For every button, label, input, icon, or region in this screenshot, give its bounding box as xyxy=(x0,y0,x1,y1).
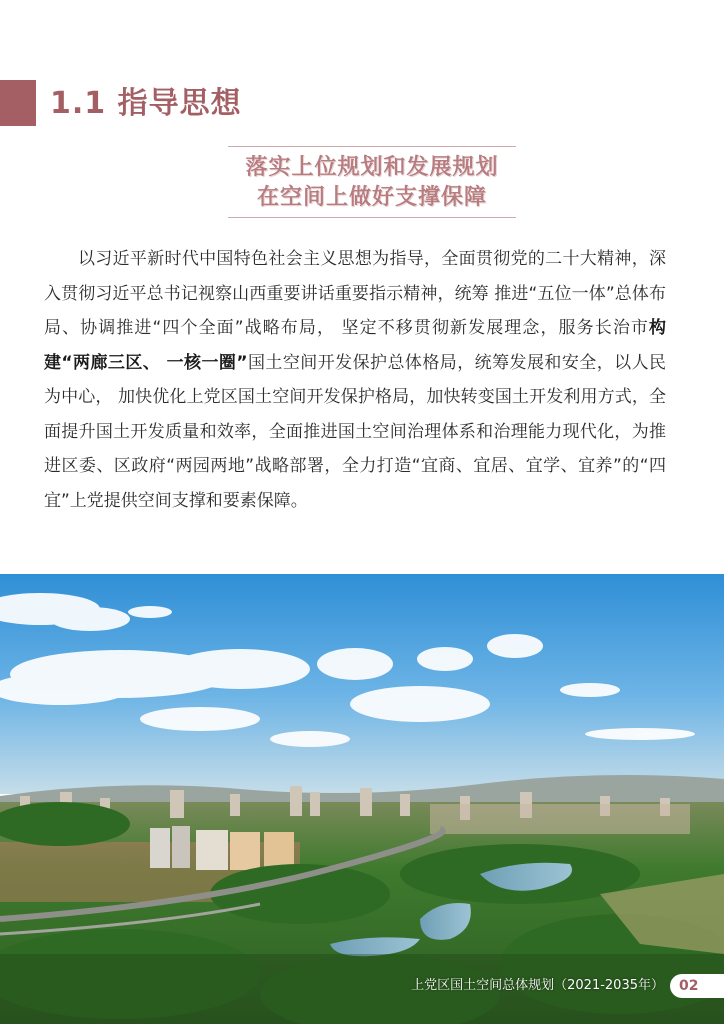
footer-document-title: 上党区国土空间总体规划（2021-2035年） xyxy=(411,978,664,993)
body-text-part-2: 国土空间开发保护总体格局，统筹发展和安全，以人民为中心， 加快优化上党区国土空间开发保护格局，加快转变国土开发利用方式，全面提升国土开发质量和效率，全面推进国土空间治理体系和治理能力现代化，为推进区委、区政府“两园两地”战略部署，全力打造“宜商、宜居、宜学、宜养”的“四宜”上党提供空间支撑和要素保障。 xyxy=(44,352,667,511)
body-paragraph xyxy=(44,242,666,518)
page-number: 02 xyxy=(679,978,699,994)
city-landscape-photo xyxy=(0,574,724,1024)
subtitle-line-2: 在空间上做好支撑保障 xyxy=(256,185,487,210)
section-title: 1.1 指导思想 xyxy=(50,86,242,121)
section-accent-bar xyxy=(0,80,36,126)
page-number-badge xyxy=(670,974,724,998)
body-text-part-1: 以习近平新时代中国特色社会主义思想为指导，全面贯彻党的二十大精神，深入贯彻习近平总书记视察山西重要讲话重要指示精神，统筹 推进“五位一体”总体布局、协调推进“四个全面”战略布局， 坚定不移贯彻新发展理念，服务长治市 xyxy=(44,249,666,338)
subtitle-line-1: 落实上位规划和发展规划 xyxy=(245,155,499,180)
body-text-emphasis: 构建“两廊三区、 一核一圈” xyxy=(44,318,666,373)
subtitle-box xyxy=(228,146,516,218)
